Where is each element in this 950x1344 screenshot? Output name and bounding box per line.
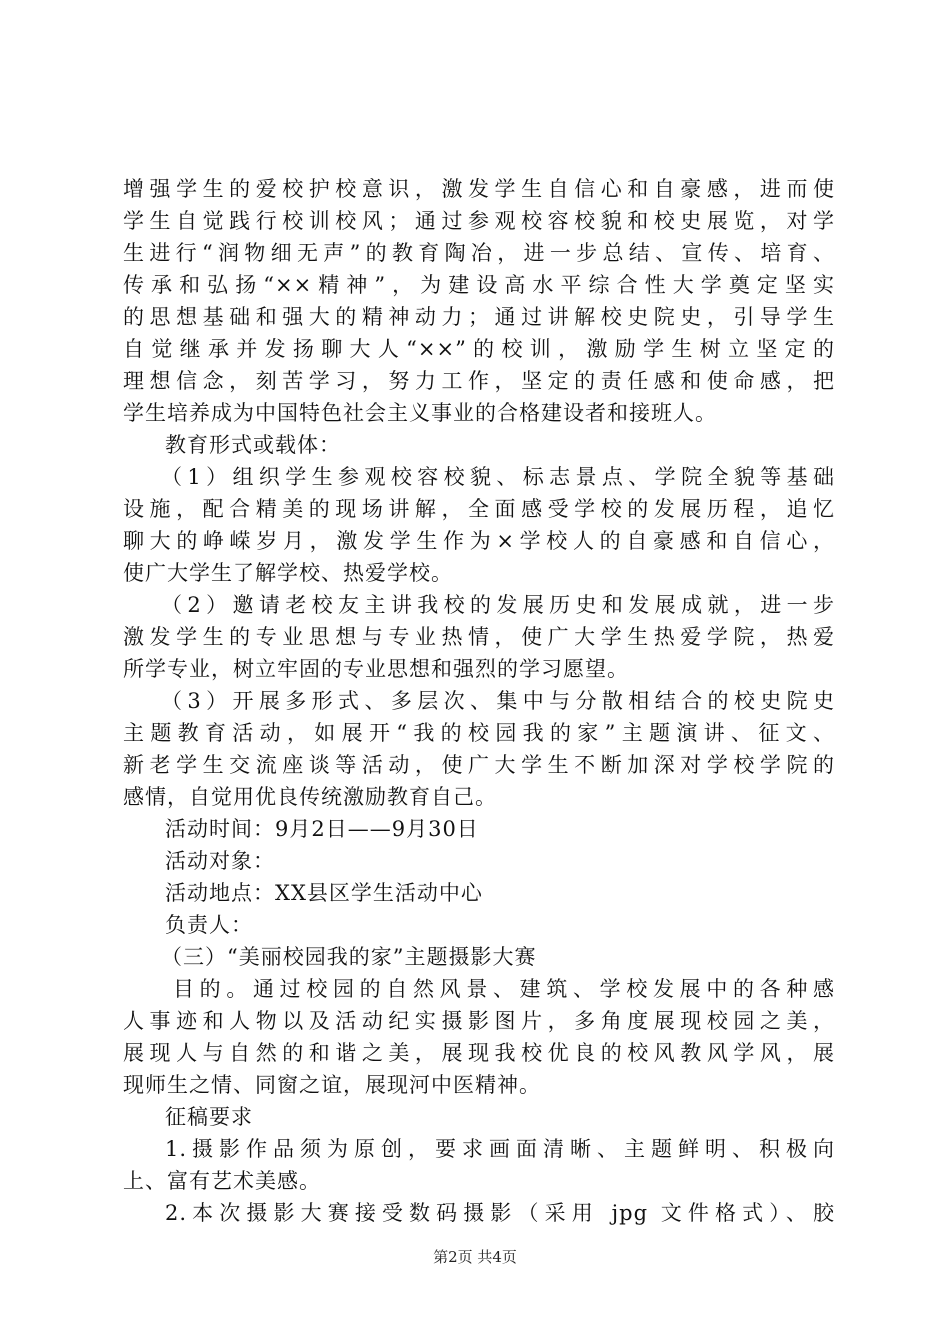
text-line: 自觉继承并发扬聊大人“××”的校训，激励学生树立坚定的 [123,337,835,361]
text-line: 活动地点：XX县区学生活动中心 [165,881,483,905]
text-line: 激发学生的专业思想与专业热情，使广大学生热爱学院，热爱 [123,625,835,649]
text-line: 传承和弘扬“××精神”，为建设高水平综合性大学奠定坚实 [123,273,835,297]
text-line: 负责人： [165,913,253,937]
text-line: （3）开展多形式、多层次、集中与分散相结合的校史院史 [161,689,835,713]
text-line: 聊大的峥嵘岁月，激发学生作为×学校人的自豪感和自信心， [123,529,835,553]
text-line: 理想信念，刻苦学习，努力工作，坚定的责任感和使命感，把 [123,369,835,393]
text-line: 活动时间：9月2日——9月30日 [165,817,479,841]
text-line: 主题教育活动，如展开“我的校园我的家”主题演讲、征文、 [123,721,835,745]
text-line: 人事迹和人物以及活动纪实摄影图片，多角度展现校园之美， [123,1009,835,1033]
text-line: 教育形式或载体： [165,433,341,457]
text-line: （三）“美丽校园我的家”主题摄影大赛 [161,945,537,969]
text-line: 目的。通过校园的自然风景、建筑、学校发展中的各种感 [173,977,835,1001]
text-line: （2）邀请老校友主讲我校的发展历史和发展成就，进一步 [161,593,835,617]
text-line: （1）组织学生参观校容校貌、标志景点、学院全貌等基础 [161,465,835,489]
document-body [123,173,835,1229]
page-footer: 第2页 共4页 [433,1248,517,1266]
text-line: 现师生之情、同窗之谊，展现河中医精神。 [123,1073,541,1097]
text-line: 使广大学生了解学校、热爱学校。 [123,561,453,585]
text-line: 生进行“润物细无声”的教育陶冶，进一步总结、宣传、培育、 [123,241,835,265]
text-line: 新老学生交流座谈等活动，使广大学生不断加深对学校学院的 [123,753,835,777]
text-line: 上、富有艺术美感。 [123,1169,321,1193]
text-line: 活动对象： [165,849,275,873]
text-line: 设施，配合精美的现场讲解，全面感受学校的发展历程，追忆 [123,497,835,521]
text-line: 2.本次摄影大赛接受数码摄影（采用 jpg 文件格式）、胶 [165,1201,835,1225]
text-line: 展现人与自然的和谐之美，展现我校优良的校风教风学风，展 [123,1041,835,1065]
text-line: 学生培养成为中国特色社会主义事业的合格建设者和接班人。 [123,401,717,425]
text-line: 1.摄影作品须为原创，要求画面清晰、主题鲜明、积极向 [165,1137,835,1161]
text-line: 增强学生的爱校护校意识，激发学生自信心和自豪感，进而使 [123,177,835,201]
text-line: 的思想基础和强大的精神动力；通过讲解校史院史，引导学生 [123,305,835,329]
text-line: 学生自觉践行校训校风；通过参观校容校貌和校史展览，对学 [123,209,835,233]
text-line: 所学专业，树立牢固的专业思想和强烈的学习愿望。 [123,657,629,681]
text-line: 感情，自觉用优良传统激励教育自己。 [123,785,497,809]
text-line: 征稿要求 [165,1105,253,1129]
